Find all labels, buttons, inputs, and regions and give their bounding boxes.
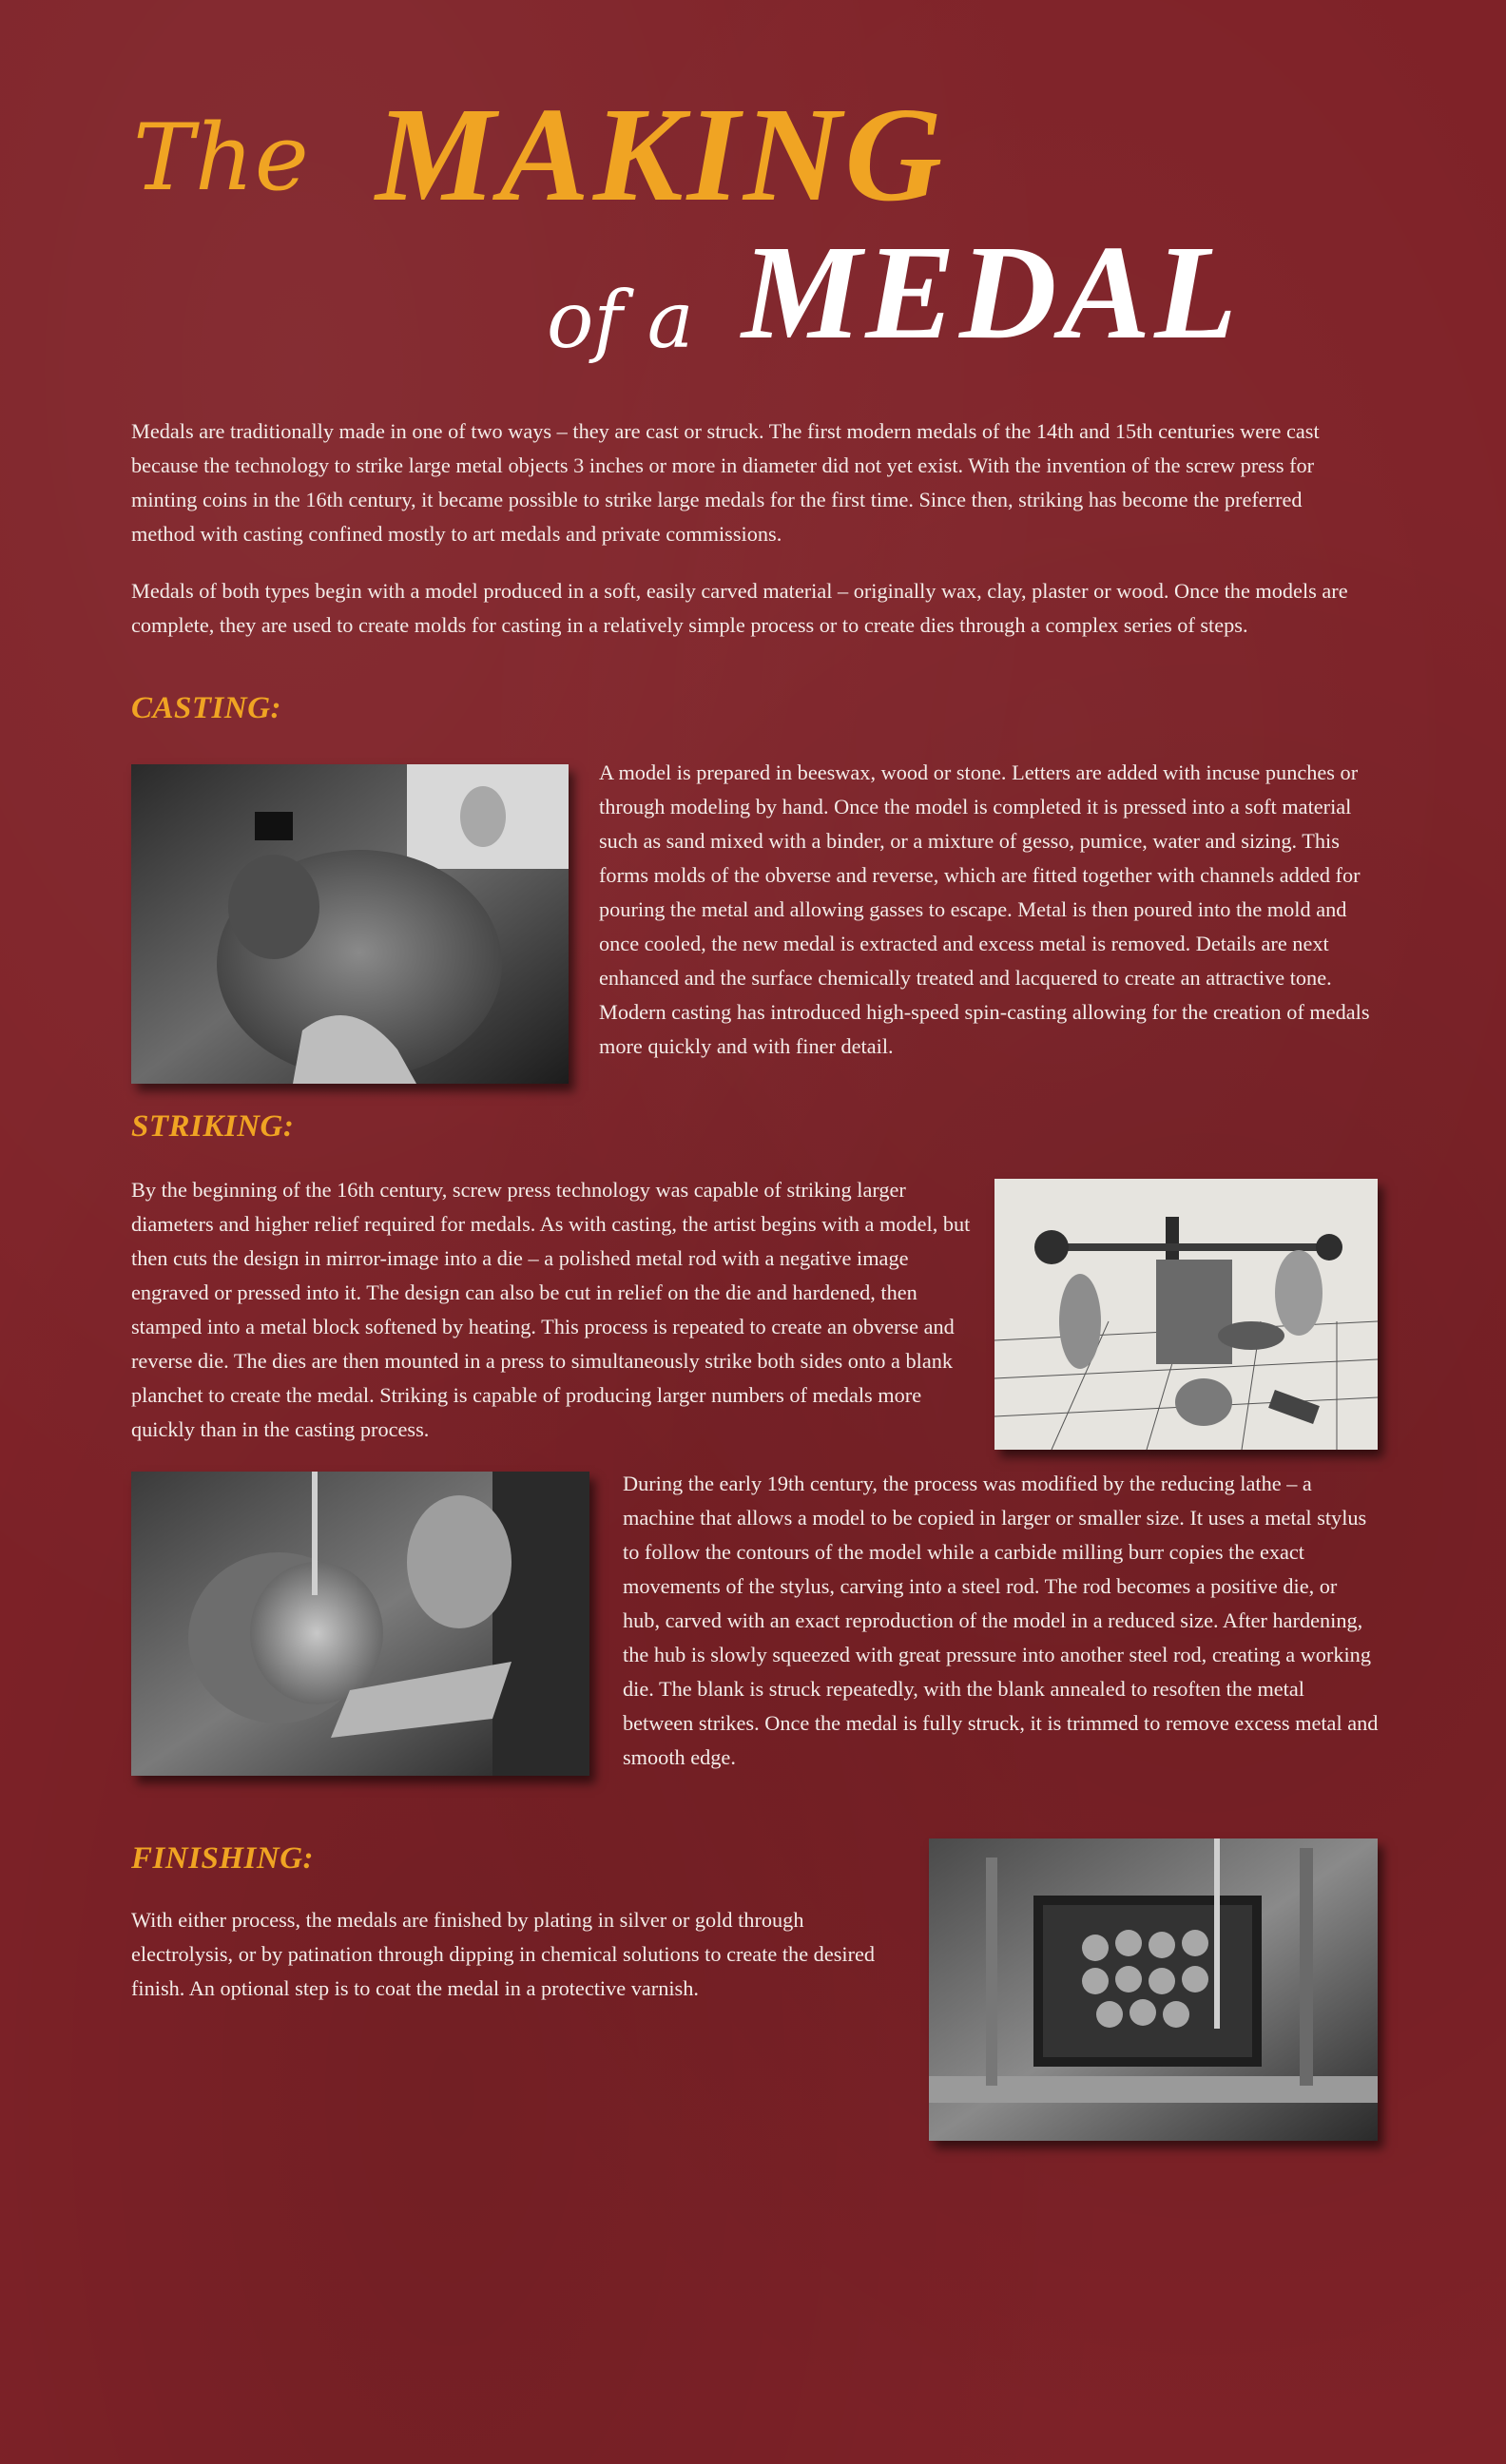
casting-photo	[131, 764, 569, 1084]
reducing-lathe-photo-image	[131, 1472, 589, 1776]
finishing-heading: FINISHING:	[131, 1841, 315, 1876]
title-the: The	[133, 105, 310, 211]
finishing-text: With either process, the medals are finished by plating in silver or gold through electrolysis, or by patination through dipping in chemical solutions to create the desired finish. An optional step is to coat the medal in a protective varnish.	[131, 1908, 876, 2000]
title-of-a: of a	[547, 276, 694, 366]
finishing-photo	[929, 1838, 1378, 2141]
screw-press-engraving-image	[994, 1179, 1378, 1450]
intro-paragraph-2: Medals of both types begin with a model produced in a soft, easily carved material – originally wax, clay, plaster or wood. Once the models are complete, they are used to create molds for casting in a relatively simple process or to create dies through a complex series of steps.	[131, 579, 1348, 637]
screw-press-engraving	[994, 1179, 1378, 1450]
striking-text: By the beginning of the 16th century, screw press technology was capable of striking larger diameters and higher relief required for medals. As with casting, the artist begins with a model, but then cuts the design in mirror-image into a die – a polished metal rod with a negative image engraved or pressed into it. The design can also be cut in relief on the die and hardened, then stamped into a metal block softened by heating. This process is repeated to create an obverse and reverse die. The dies are then mounted in a press to simultaneously strike both sides onto a blank planchet to create the medal. Striking is capable of producing larger numbers of medals more quickly than in the casting process.	[131, 1178, 971, 1441]
casting-heading: CASTING:	[131, 691, 282, 725]
reducing-lathe-text: During the early 19th century, the process was modified by the reducing lathe – a machine that allows a model to be copied in larger or smaller size. It uses a metal stylus to follow the contours of the model while a carbide milling burr copies the exact movements of the stylus, carving into a steel rod. The rod becomes a positive die, or hub, carved with an exact reproduction of the model in a reduced size. After hardening, the hub is slowly squeezed with great pressure into another steel rod, creating a working die. The blank is struck repeatedly, with the blank annealed to resoften the metal between strikes. Once the medal is fully struck, it is trimmed to remove excess metal and smooth edge.	[623, 1472, 1379, 1769]
intro-paragraph-1: Medals are traditionally made in one of two ways – they are cast or struck. The first modern medals of the 14th and 15th centuries were cast because the technology to strike large metal objects 3 inches or more in diameter did not yet exist. With the invention of the screw press for minting coins in the 16th century, it became possible to strike large medals for the first time. Since then, striking has become the preferred method with casting confined mostly to art medals and private commissions.	[131, 419, 1320, 546]
title-medal: MEDAL	[742, 217, 1241, 367]
casting-text: A model is prepared in beeswax, wood or stone. Letters are added with incuse punches or through modeling by hand. Once the model is completed it is pressed into a soft material such as sand mixed with a binder, or a mixture of gesso, pumice, water and sizing. This forms molds of the obverse and reverse, which are fitted together with channels added for pouring the metal and allowing gasses to escape. Metal is then poured into the mold and once cooled, the new medal is extracted and excess metal is removed. Details are next enhanced and the surface chemically treated and lacquered to create an attractive tone. Modern casting has introduced high-speed spin-casting allowing for the creation of medals more quickly and with finer detail.	[599, 760, 1370, 1058]
reducing-lathe-photo	[131, 1472, 589, 1776]
finishing-photo-image	[929, 1838, 1378, 2141]
title-making: MAKING	[376, 79, 947, 229]
striking-heading: STRIKING:	[131, 1109, 295, 1144]
casting-photo-image	[131, 764, 569, 1084]
